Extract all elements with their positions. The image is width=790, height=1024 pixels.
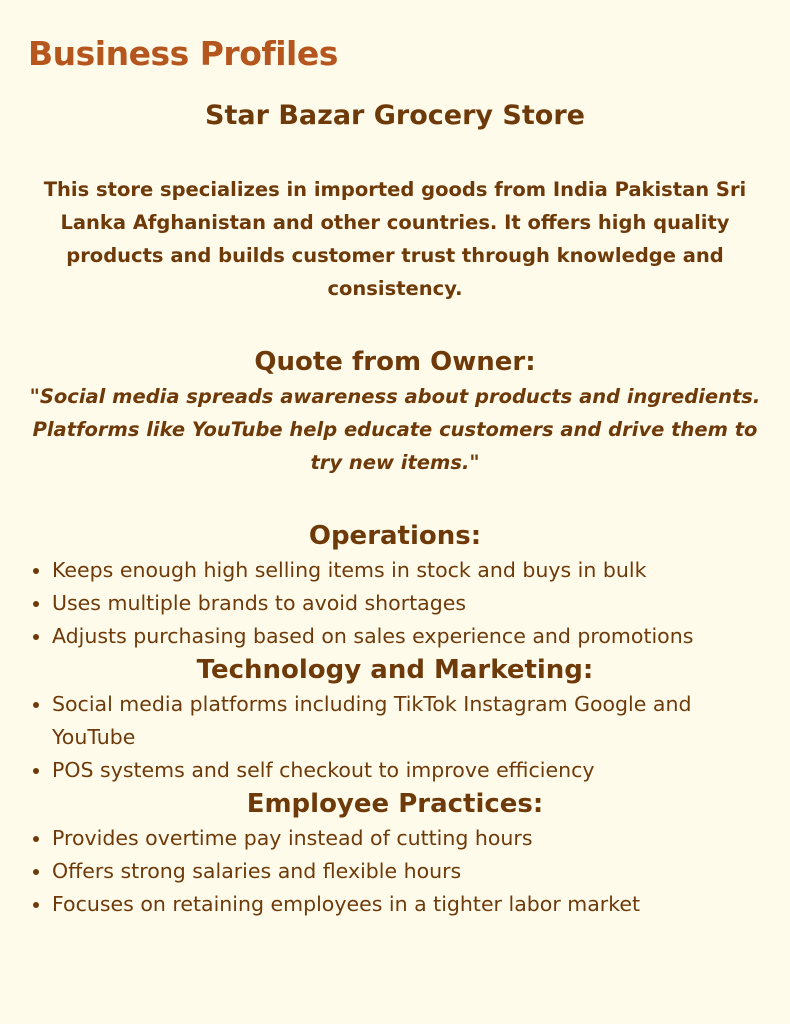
operations-heading: Operations:	[308, 521, 482, 552]
list-item: • Focuses on retaining employees in a tighter labor market	[52, 888, 776, 921]
list-item: • Provides overtime pay instead of cutting hours	[52, 822, 776, 855]
operations-list	[14, 554, 776, 653]
list-item: • Offers strong salaries and flexible hours	[52, 855, 776, 888]
store-description: This store specializes in imported goods from India Pakistan Sri Lanka Afghanistan and other countries. It offers high quality products and builds customer trust through knowledge and consistency.	[43, 178, 747, 301]
employees-heading: Employee Practices:	[246, 789, 544, 820]
technology-list	[14, 688, 776, 787]
list-item: • POS systems and self checkout to improve efficiency	[52, 754, 776, 787]
employees-list	[14, 822, 776, 921]
list-item: • Keeps enough high selling items in stock and buys in bulk	[52, 554, 776, 587]
store-name: Star Bazar Grocery Store	[205, 100, 585, 131]
owner-quote: "Social media spreads awareness about products and ingredients. Platforms like YouTube help educate customers and drive them to try new items."	[29, 385, 761, 475]
profile-content	[0, 98, 790, 921]
list-item: • Uses multiple brands to avoid shortages	[52, 587, 776, 620]
list-item: • Social media platforms including TikTok Instagram Google and YouTube	[52, 688, 776, 754]
technology-heading: Technology and Marketing:	[196, 655, 594, 686]
quote-heading: Quote from Owner:	[254, 347, 536, 378]
list-item: • Adjusts purchasing based on sales experience and promotions	[52, 620, 776, 653]
page-title: Business Profiles	[28, 34, 338, 73]
